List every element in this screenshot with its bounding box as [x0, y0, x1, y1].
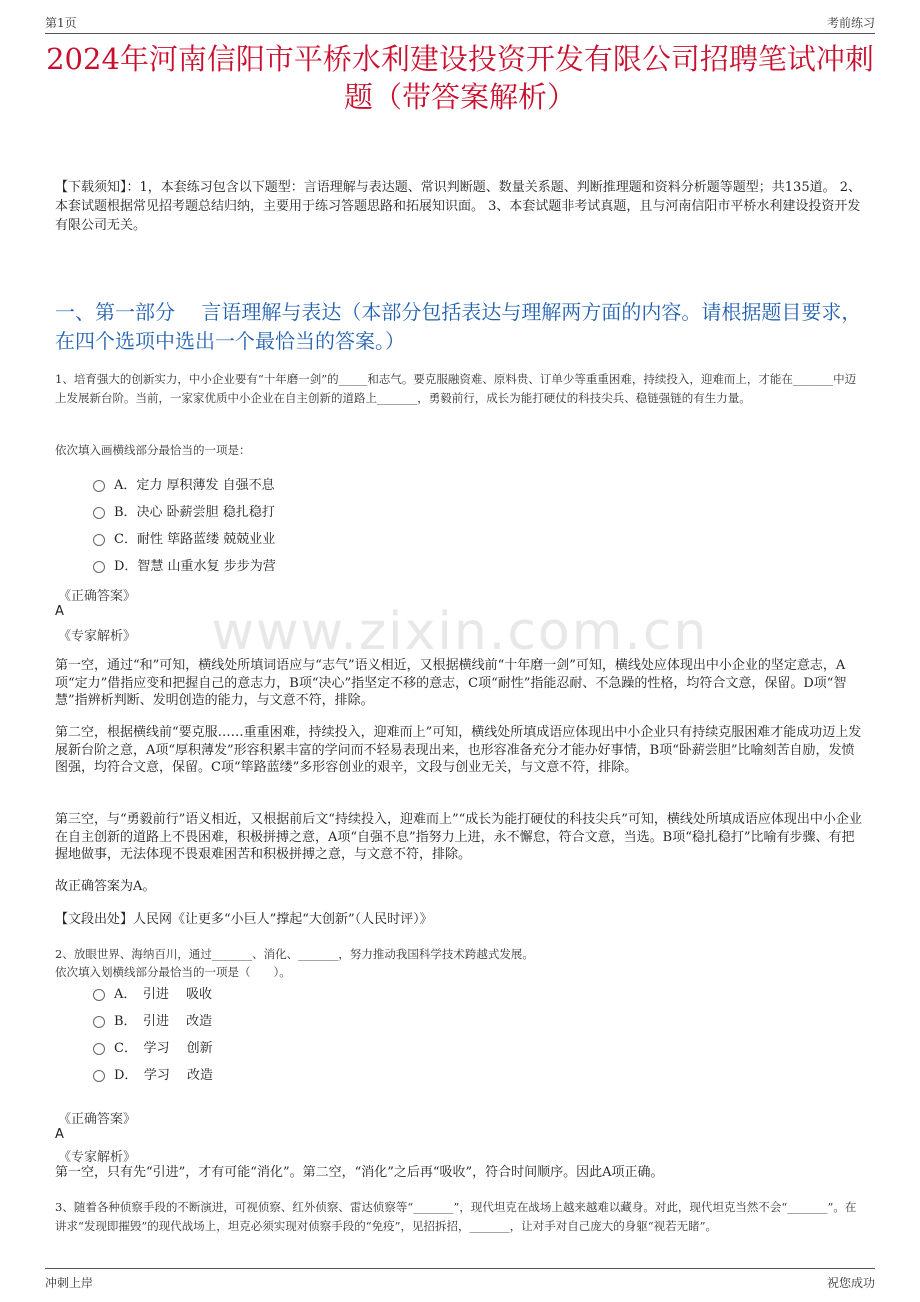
question-2-option-c[interactable]: [93, 1039, 213, 1059]
option-label: B．决心 卧薪尝胆 稳扎稳打: [114, 505, 275, 520]
question-1-analysis-para: 第一空，通过“和”可知，横线处所填词语应与“志气”语义相近，又根据横线前“十年磨一剑”可知，横线处应体现出中小企业的坚定意志，A项“定力”借指应变和把握自己的意志力，B项“决心”指坚定不移的意志，C项“耐性”指能忍耐、不急躁的性格，均符合文意，保留。D项“智慧”指辨析判断、发明创造的能力，与文意不符，排除。: [55, 658, 847, 708]
question-1-option-d[interactable]: [93, 557, 276, 577]
option-label: D． 学习 改造: [114, 1068, 214, 1083]
question-1-answer-label: 《正确答案》: [58, 589, 137, 604]
question-2-option-d[interactable]: [93, 1066, 213, 1086]
question-2-answer: A: [55, 1127, 64, 1142]
question-1-option-b[interactable]: [93, 503, 275, 523]
radio-icon[interactable]: [93, 989, 105, 1001]
radio-icon[interactable]: [93, 1070, 105, 1082]
question-2-analysis: 第一空，只有先“引进”，才有可能“消化”。第二空，“消化”之后再“吸收”，符合时间顺序。因此A项正确。: [55, 1165, 664, 1180]
header-divider: [45, 33, 875, 34]
option-label: B． 引进 改造: [114, 1014, 213, 1029]
option-label: A．定力 厚积薄发 自强不息: [114, 478, 275, 493]
question-1-analysis-para: 第二空，根据横线前“要克服……重重困难，持续投入，迎难而上”可知，横线处所填成语应体现出中小企业只有持续克服困难才能成功迈上发展新台阶之意，A项“厚积薄发”形容积累丰富的学问而不轻易表现出来，也形容准备充分才能办好事情，B项“卧薪尝胆”比喻刻苦自励，发愤图强，均符合文意，保留。C项“筚路蓝缕”多形容创业的艰辛，文段与创业无关，与文意不符，排除。: [55, 725, 862, 775]
option-label: A． 引进 吸收: [114, 987, 213, 1002]
question-3-stem: 3、随着各种侦察手段的不断演进，可视侦察、红外侦察、雷达侦察等“_______”，现代坦克在战场上越来越难以藏身。对此，现代坦克当然不会“_______”。在讲求“发现即摧毁”的现代战场上，坦克必须实现对侦察手段的“免疫”，见招拆招，_______，让对手对自己庞大的身躯“视若无睹”。: [55, 1200, 857, 1233]
question-1-prompt: 依次填入画横线部分最恰当的一项是：: [55, 443, 251, 457]
page-number: 第1页: [45, 16, 77, 30]
footer-right-text: 祝您成功: [826, 1276, 875, 1290]
section-title: 一、第一部分 言语理解与表达（本部分包括表达与理解两方面的内容。请根据题目要求，在四个选项中选出一个最恰当的答案。）: [55, 300, 862, 353]
document-title: 2024年河南信阳市平桥水利建设投资开发有限公司招聘笔试冲刺题（带答案解析）: [46, 42, 874, 114]
footer-left-text: 冲刺上岸: [45, 1276, 94, 1290]
radio-icon[interactable]: [93, 480, 105, 492]
question-1-source: 【文段出处】人民网《让更多“小巨人”撑起“大创新”（人民时评）》: [55, 912, 433, 927]
question-2-analysis-label: 《专家解析》: [58, 1150, 137, 1165]
radio-icon[interactable]: [93, 1043, 105, 1055]
question-1-option-c[interactable]: [93, 530, 275, 550]
question-1-conclusion: 故正确答案为A。: [55, 879, 156, 894]
question-1-answer: A: [55, 604, 64, 619]
question-2-stem: 2、放眼世界、海纳百川，通过_______、消化、_______，努力推动我国科学技术跨越式发展。: [55, 947, 534, 961]
radio-icon[interactable]: [93, 534, 105, 546]
option-label: D．智慧 山重水复 步步为营: [114, 559, 276, 574]
question-1-option-a[interactable]: [93, 476, 275, 496]
option-label: C． 学习 创新: [114, 1041, 213, 1056]
option-label: C．耐性 筚路蓝缕 兢兢业业: [114, 532, 276, 547]
watermark: www.zixin.com.cn: [211, 602, 709, 662]
radio-icon[interactable]: [93, 1016, 105, 1028]
question-1-analysis-label: 《专家解析》: [58, 629, 137, 644]
question-2-prompt: 依次填入划横线部分最恰当的一项是（ ）。: [55, 965, 291, 979]
radio-icon[interactable]: [93, 561, 105, 573]
download-notice: 【下载须知】：1，本套练习包含以下题型：言语理解与表达题、常识判断题、数量关系题、判断推理题和资料分析题等题型；共135道。 2、本套试题根据常见招考题总结归纳，主要用于练习答题思路和拓展知识面。 3、本套试题非考试真题，且与河南信阳市平桥水利建设投资开发有限公司无关。: [55, 180, 861, 233]
header-tag: 考前练习: [826, 16, 875, 30]
question-2-option-a[interactable]: [93, 985, 212, 1005]
radio-icon[interactable]: [93, 507, 105, 519]
question-1-analysis-para: 第三空，与“勇毅前行”语义相近，又根据前后文“持续投入，迎难而上”“成长为能打硬仗的科技尖兵”可知，横线处所填成语应体现出中小企业在自主创新的道路上不畏困难，积极拼搏之意，A项“自强不息”指努力上进，永不懈怠，符合文意，当选。B项“稳扎稳打”比喻有步骤、有把握地做事，无法体现不畏艰难困苦和积极拼搏之意，与文意不符，排除。: [55, 812, 862, 862]
question-2-answer-label: 《正确答案》: [58, 1112, 137, 1127]
question-1-stem: 1、培育强大的创新实力，中小企业要有“十年磨一剑”的_____和志气。要克服融资难、原料贵、订单少等重重困难，持续投入，迎难而上，才能在_______中迈上发展新台阶。当前，一家家优质中小企业在自主创新的道路上_______，勇毅前行，成长为能打硬仗的科技尖兵、稳链强链的有生力量。: [55, 372, 857, 405]
footer-divider: [45, 1268, 875, 1269]
question-2-option-b[interactable]: [93, 1012, 212, 1032]
